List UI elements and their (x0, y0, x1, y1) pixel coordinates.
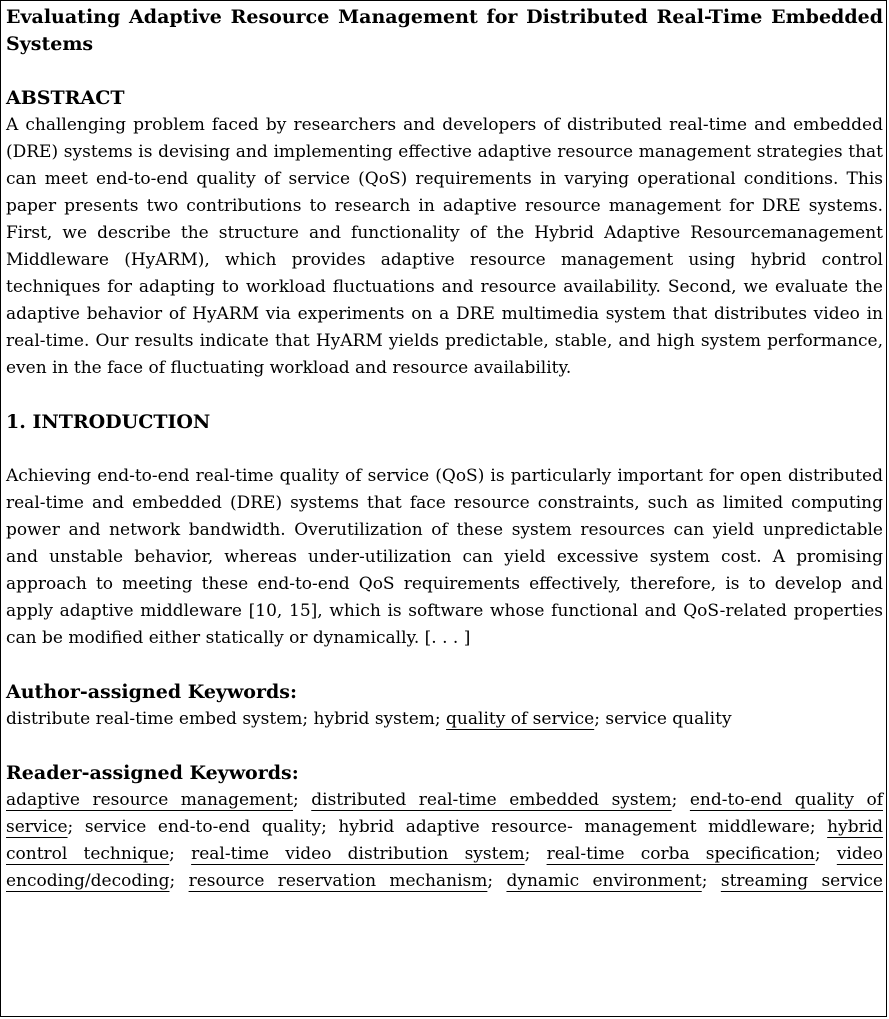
keyword-underlined: resource reservation mechanism (188, 871, 488, 891)
keyword-separator: ; (67, 817, 74, 837)
keyword: service quality (605, 709, 732, 729)
keyword-separator: ; (302, 709, 314, 729)
keyword-underlined: real-time video distribution system (191, 844, 525, 864)
keyword-separator: ; (321, 817, 327, 837)
paper-title: Evaluating Adaptive Resource Management for Distributed Real-Time Embedded Systems (6, 6, 883, 55)
author-keywords-heading: Author-assigned Keywords: (6, 681, 297, 703)
keyword: hybrid system (313, 709, 435, 729)
keyword-separator: ; (594, 709, 606, 729)
keyword-underlined: dynamic environment (506, 871, 702, 891)
keyword-separator: ; (814, 844, 821, 864)
keyword-separator: ; (487, 871, 494, 891)
abstract-text: A challenging problem faced by researchers and developers of distributed real-time and embedded (DRE) systems is devising and implementing effective adaptive resource management strategies that can meet end-to-end quality of service (QoS) requirements in varying operational conditions. This paper presents two contributions to research in adaptive resource management for DRE systems. First, we describe the structure and functionality of the Hybrid Adaptive Resourcemanagement Middleware (HyARM), which provides adaptive resource management using hybrid control techniques for adapting to workload fluctuations and resource availability. Second, we evaluate the adaptive behavior of HyARM via experiments on a DRE multimedia system that distributes video in real-time. Our results indicate that HyARM yields predictable, stable, and high system performance, even in the face of fluctuating workload and resource availability. (6, 115, 883, 378)
introduction-heading: 1. INTRODUCTION (6, 411, 211, 433)
keyword-separator: ; (169, 871, 176, 891)
keyword: service end-to-end quality (84, 817, 322, 837)
reader-keywords-list (6, 787, 883, 895)
keyword-separator: ; (809, 817, 816, 837)
keyword-separator: ; (293, 790, 299, 810)
introduction-text: Achieving end-to-end real-time quality of service (QoS) is particularly important for open distributed real-time and embedded (DRE) systems that face resource constraints, such as limited computing power and network bandwidth. Overutilization of these system resources can yield unpredictable and unstable behavior, whereas under-utilization can yield excessive system cost. A promising approach to meeting these end-to-end QoS requirements effectively, therefore, is to develop and apply adaptive middleware [10, 15], which is software whose functional and QoS-related properties can be modified either statically or dynamically. [. . . ] (6, 466, 883, 648)
reader-keywords-heading: Reader-assigned Keywords: (6, 762, 299, 784)
keyword: distribute real-time embed system (6, 709, 303, 729)
keyword-underlined: distributed real-time embedded system (311, 790, 672, 810)
keyword-separator: ; (524, 844, 531, 864)
keyword-separator: ; (169, 844, 175, 864)
keyword-separator: ; (701, 871, 708, 891)
keyword-underlined: quality of service (446, 709, 595, 729)
keyword-underlined: real-time corba specification (546, 844, 815, 864)
keyword-underlined: adaptive resource management (6, 790, 294, 810)
abstract-heading: ABSTRACT (6, 87, 125, 109)
keyword-underlined: video encoding/decoding (6, 844, 884, 891)
keyword-underlined: hybrid control technique (6, 817, 884, 864)
paper-content (6, 4, 883, 895)
keyword-underlined: streaming service (720, 871, 883, 891)
keyword-separator: ; (671, 790, 678, 810)
keyword-separator: ; (434, 709, 447, 729)
keyword: hybrid adaptive resource- (338, 817, 573, 837)
author-keywords-list (6, 706, 883, 733)
keyword-underlined: end-to-end quality of service (6, 790, 884, 837)
keyword: management middleware (584, 817, 810, 837)
